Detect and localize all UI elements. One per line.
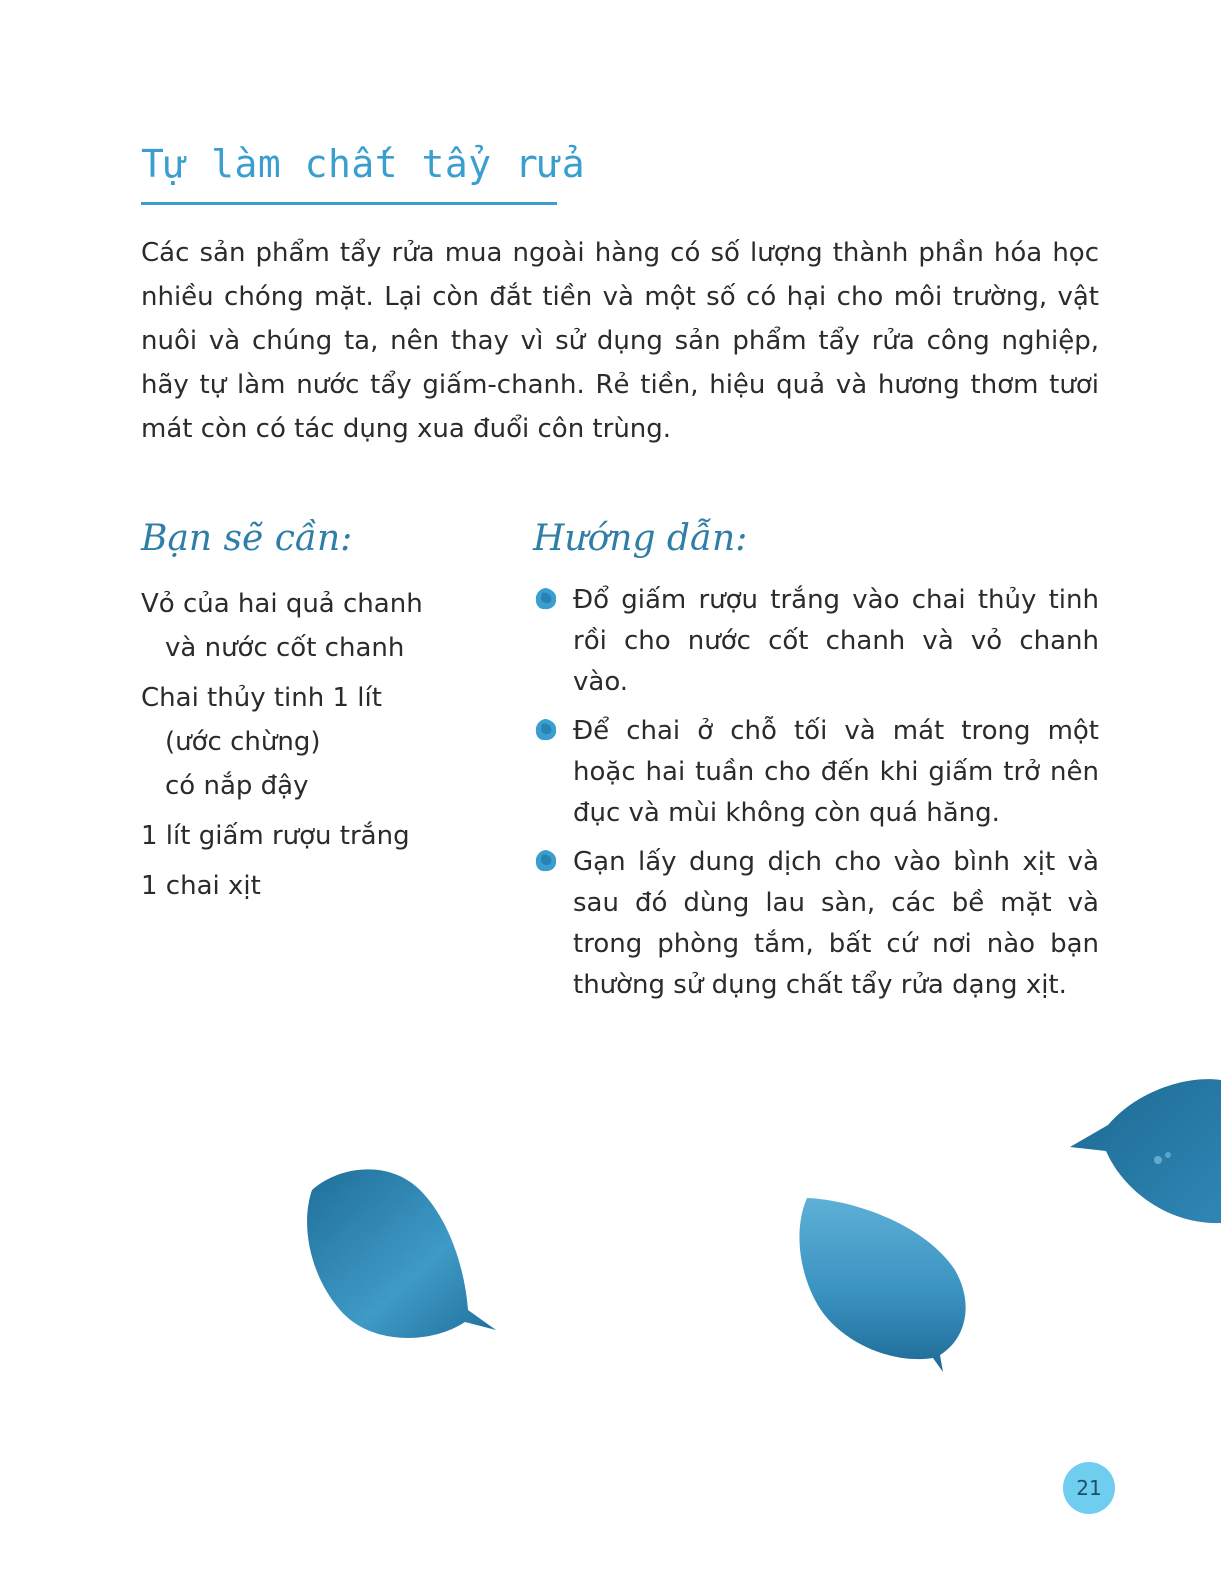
watercolor-dot-icon (533, 848, 559, 874)
leaf-icon (1068, 1075, 1221, 1230)
needs-item-line: 1 lít giấm rượu trắng (141, 821, 410, 851)
title-underline (141, 202, 557, 205)
needs-list (141, 582, 471, 914)
list-item (533, 842, 1099, 1006)
needs-item-line: và nước cốt chanh (165, 633, 405, 663)
page-title: Tự làm chất tẩy rửa (141, 142, 586, 186)
list-item (533, 580, 1099, 703)
needs-item-line: có nắp đậy (165, 771, 309, 801)
step-text: Để chai ở chỗ tối và mát trong một hoặc hai tuần cho đến khi giấm trở nên đục và mùi không còn quá hăng. (573, 716, 1099, 828)
step-text: Gạn lấy dung dịch cho vào bình xịt và sau đó dùng lau sàn, các bề mặt và trong phòng tắm, bất cứ nơi nào bạn thường sử dụng chất tẩy rửa dạng xịt. (573, 847, 1099, 1000)
needs-heading: Bạn sẽ cần: (141, 518, 353, 559)
list-item (141, 864, 471, 908)
watercolor-dot-icon (533, 586, 559, 612)
needs-item-line: 1 chai xịt (141, 871, 261, 901)
list-item (141, 814, 471, 858)
list-item (141, 582, 471, 670)
needs-item-line: Chai thủy tinh 1 lít (141, 683, 382, 713)
watercolor-dot-icon (533, 717, 559, 743)
leaf-icon (300, 1160, 500, 1350)
steps-list (533, 580, 1099, 1014)
list-item (533, 711, 1099, 834)
intro-paragraph: Các sản phẩm tẩy rửa mua ngoài hàng có số lượng thành phần hóa học nhiều chóng mặt. Lại còn đắt tiền và một số có hại cho môi trường, vật nuôi và chúng ta, nên thay vì sử dụng sản phẩm tẩy rửa công nghiệp, hãy tự làm nước tẩy giấm-chanh. Rẻ tiền, hiệu quả và hương thơm tươi mát còn có tác dụng xua đuổi côn trùng. (141, 238, 1099, 444)
needs-item-line: Vỏ của hai quả chanh (141, 589, 423, 619)
needs-item-line: (ước chừng) (165, 727, 321, 757)
leaf-icon (795, 1190, 975, 1380)
step-text: Đổ giấm rượu trắng vào chai thủy tinh rồi cho nước cốt chanh và vỏ chanh vào. (573, 585, 1099, 697)
page-number-badge: 21 (1063, 1462, 1115, 1514)
list-item (141, 676, 471, 808)
steps-heading: Hướng dẫn: (533, 518, 748, 559)
